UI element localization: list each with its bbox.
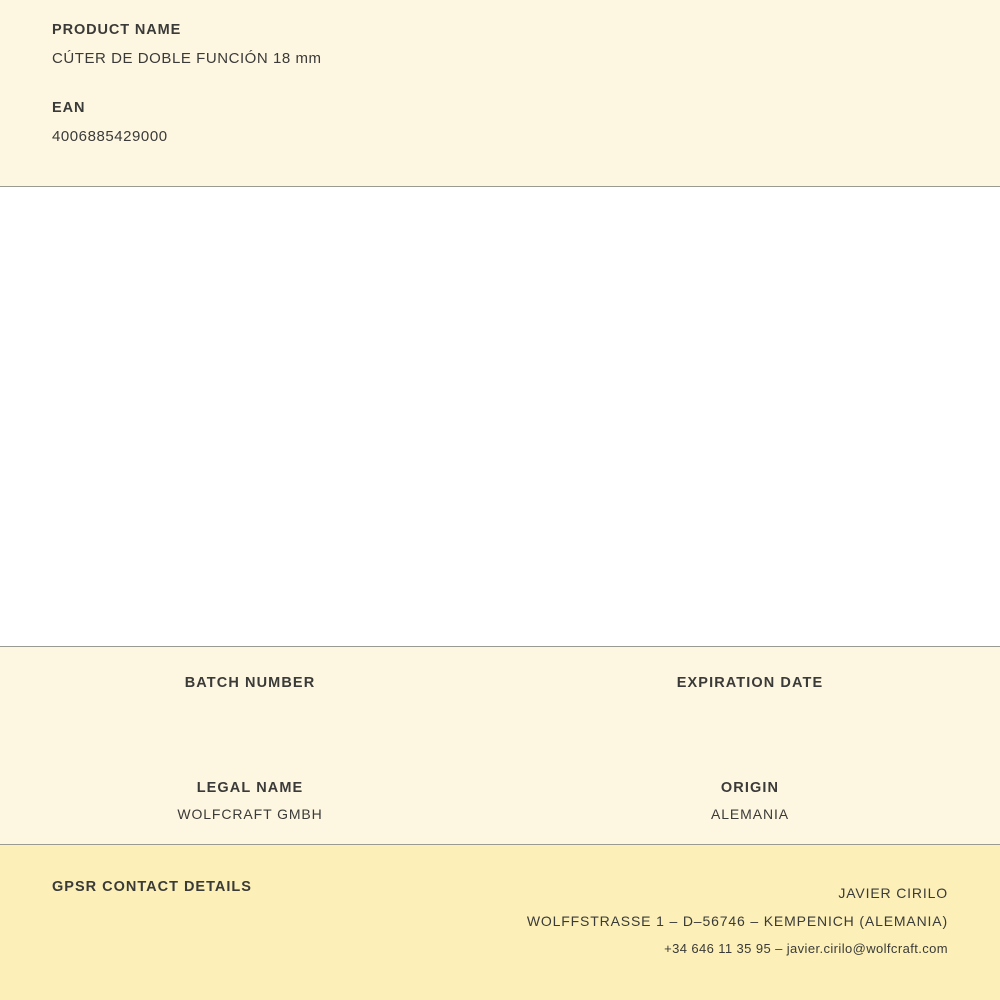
- gpsr-contact-phone-email: +34 646 11 35 95 – javier.cirilo@wolfcraft.com: [664, 941, 948, 956]
- batch-number-value: [0, 701, 500, 718]
- ean-label: EAN: [52, 100, 86, 116]
- product-name-value: CÚTER DE DOBLE FUNCIÓN 18 mm: [52, 50, 322, 67]
- batch-number-field: [0, 675, 500, 718]
- product-image-area: [0, 187, 1000, 647]
- gpsr-contact-name: JAVIER CIRILO: [838, 885, 948, 901]
- batch-number-label: BATCH NUMBER: [184, 675, 316, 691]
- product-name-label: PRODUCT NAME: [52, 22, 182, 38]
- batch-expiration-row: [0, 675, 1000, 718]
- legal-name-label: LEGAL NAME: [196, 780, 304, 796]
- product-name-field: [52, 22, 948, 67]
- ean-value: 4006885429000: [52, 128, 168, 145]
- gpsr-title: GPSR CONTACT DETAILS: [52, 879, 252, 895]
- gpsr-contact-details: [527, 879, 948, 963]
- origin-value: ALEMANIA: [711, 806, 789, 822]
- product-details-section: [0, 647, 1000, 845]
- origin-field: [500, 780, 1000, 823]
- expiration-date-field: [500, 675, 1000, 718]
- ean-field: [52, 100, 948, 145]
- legal-name-field: [0, 780, 500, 823]
- legal-origin-row: [0, 780, 1000, 823]
- gpsr-contact-address: WOLFFSTRASSE 1 – D–56746 – KEMPENICH (ALEMANIA): [526, 913, 948, 929]
- product-identification-section: [0, 0, 1000, 187]
- legal-name-value: WOLFCRAFT GMBH: [177, 806, 323, 822]
- gpsr-contact-section: [0, 845, 1000, 1000]
- expiration-date-value: [500, 701, 1000, 718]
- expiration-date-label: EXPIRATION DATE: [676, 675, 824, 691]
- origin-label: ORIGIN: [720, 780, 780, 796]
